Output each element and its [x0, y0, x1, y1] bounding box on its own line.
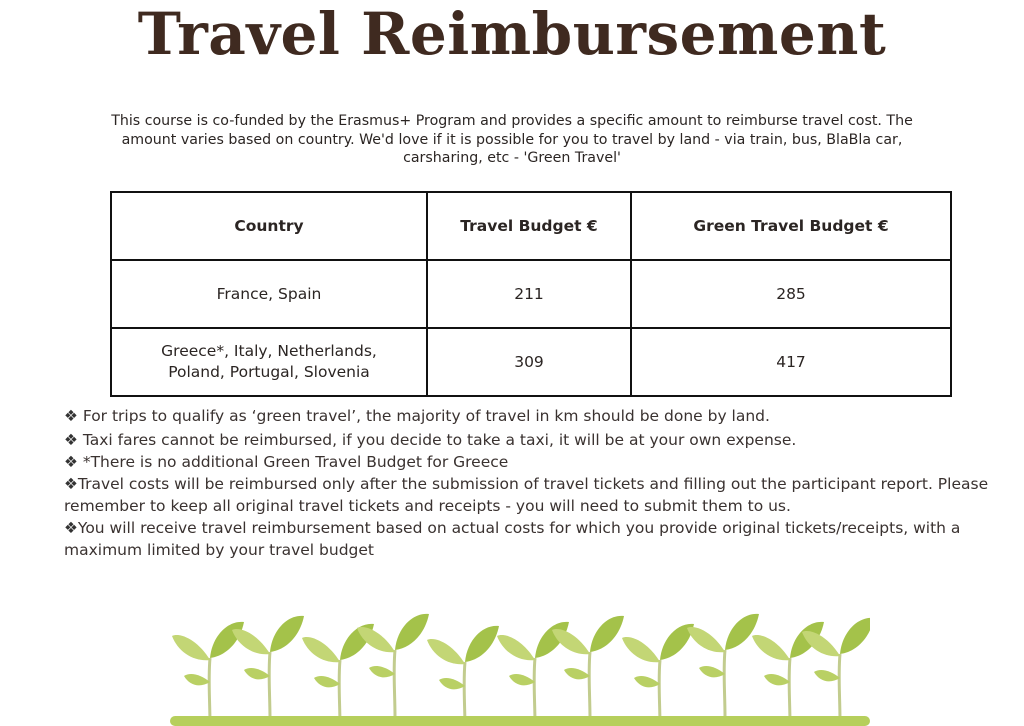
note-text: *There is no additional Green Travel Budget for Greece [77, 453, 509, 471]
bullet-icon: ❖ [64, 475, 78, 493]
header-country: Country [111, 192, 427, 260]
note-text: For trips to qualify as ‘green travel’, the majority of travel in km should be done by land. [77, 407, 770, 425]
note-text: You will receive travel reimbursement based on actual costs for which you provide original tickets/receipts, with a maximum limited by your travel budget [64, 519, 961, 559]
cell-travel-budget: 309 [427, 328, 631, 396]
bullet-icon: ❖ [64, 453, 78, 471]
bullet-icon: ❖ [64, 519, 78, 537]
cell-green-budget: 417 [631, 328, 951, 396]
cell-travel-budget: 211 [427, 260, 631, 328]
notes-list [64, 405, 994, 561]
header-green-travel-budget: Green Travel Budget € [631, 192, 951, 260]
note-text: Travel costs will be reimbursed only after the submission of travel tickets and filling out the participant report. Please remember to keep all original travel tickets and receipts - you will need to submit them to us. [64, 475, 989, 515]
bullet-icon: ❖ [64, 407, 78, 425]
note-item [64, 451, 994, 473]
note-item [64, 517, 994, 561]
intro-paragraph: This course is co-funded by the Erasmus+ Program and provides a specific amount to reimburse travel cost. The amount varies based on country. We'd love if it is possible for you to travel by land - via train, bus, BlaBla car, carsharing, etc - 'Green Travel' [111, 113, 913, 166]
note-text: Taxi fares cannot be reimbursed, if you decide to take a taxi, it will be at your own expense. [77, 431, 797, 449]
page-title: Travel Reimbursement [137, 0, 887, 68]
cell-green-budget: 285 [631, 260, 951, 328]
note-item [64, 405, 994, 427]
bullet-icon: ❖ [64, 431, 78, 449]
note-item [64, 429, 994, 451]
table-row [111, 260, 951, 328]
budget-table [110, 191, 952, 397]
cell-country: Greece*, Italy, Netherlands, Poland, Portugal, Slovenia [111, 328, 427, 396]
cell-country: France, Spain [111, 260, 427, 328]
table-row [111, 328, 951, 396]
note-item [64, 473, 994, 517]
table-header-row [111, 192, 951, 260]
sprouts-illustration-icon [170, 600, 870, 726]
header-travel-budget: Travel Budget € [427, 192, 631, 260]
